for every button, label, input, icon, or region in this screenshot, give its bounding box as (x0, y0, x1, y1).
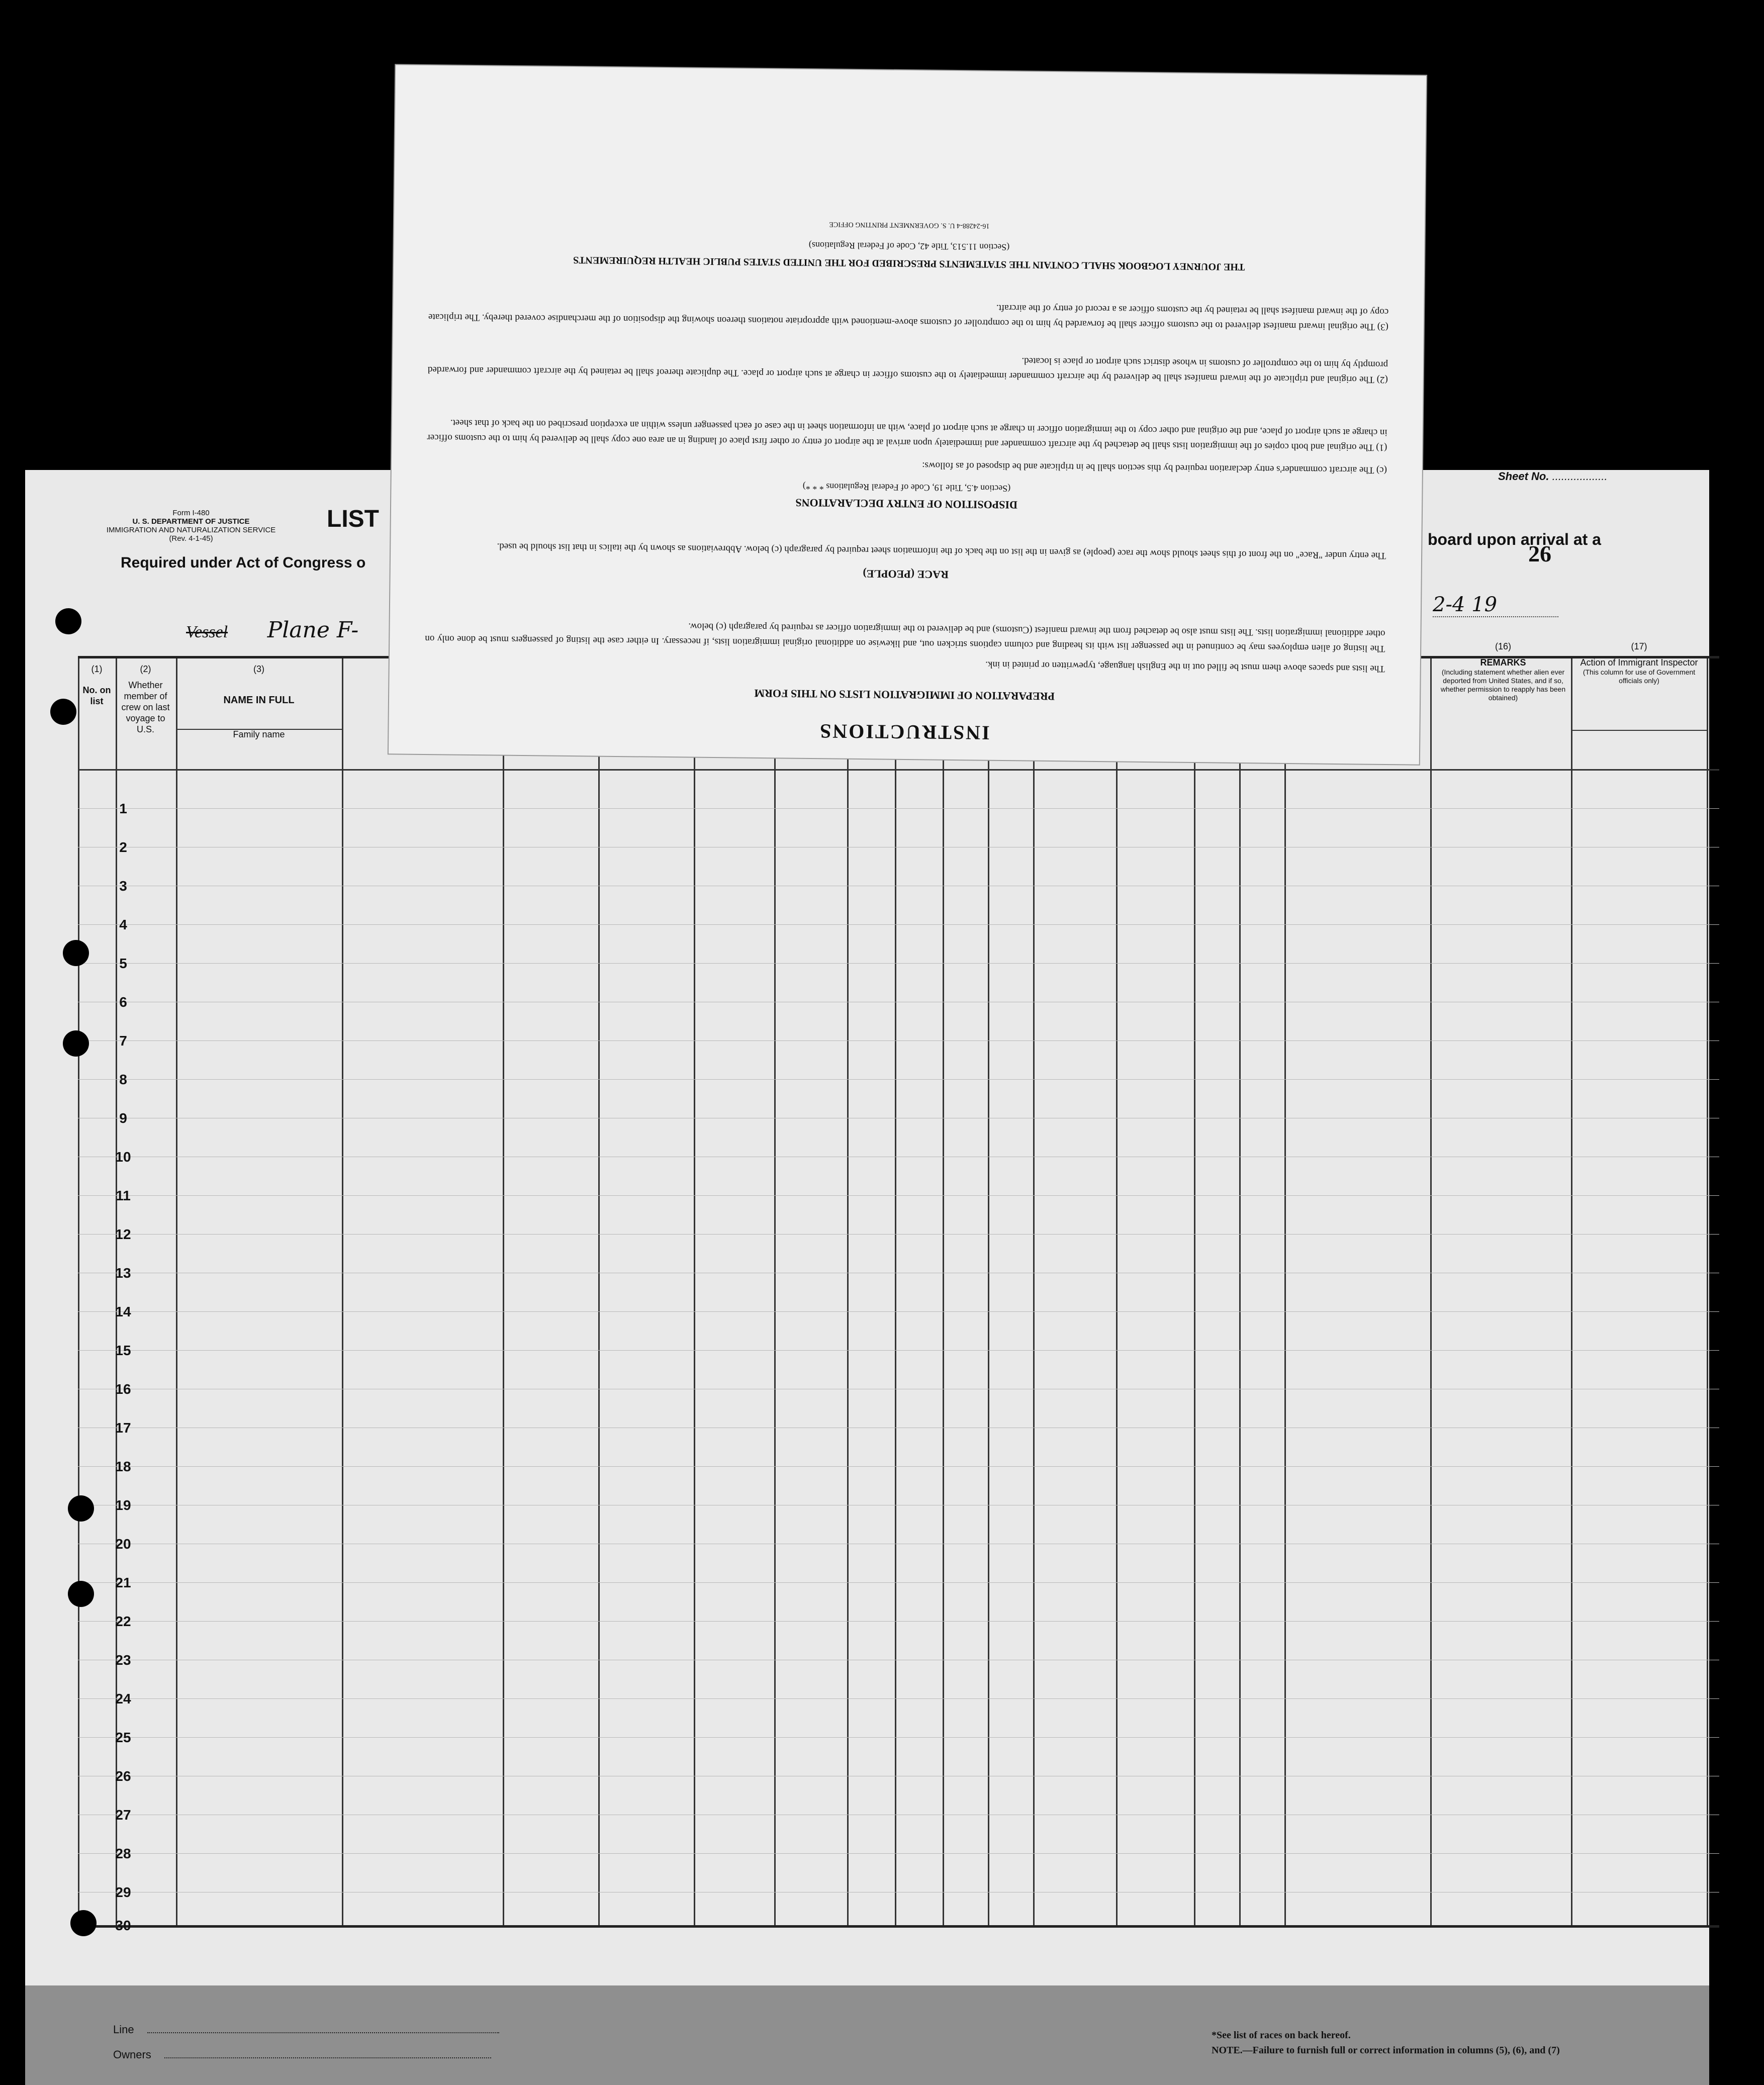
col16-header (1433, 641, 1573, 702)
row-rule (78, 1350, 1719, 1351)
line-dots (147, 2032, 499, 2033)
binder-hole (70, 1910, 97, 1936)
binder-hole (63, 1030, 89, 1057)
row-rule (78, 924, 1719, 925)
row-rule (78, 1466, 1719, 1467)
row-rule (78, 1311, 1719, 1312)
col-divider (774, 658, 776, 1925)
row-number: 20 (115, 1536, 131, 1552)
col17-label: Action of Immigrant Inspector (1580, 657, 1698, 668)
row-number: 22 (115, 1614, 131, 1629)
row-number: 21 (115, 1575, 131, 1590)
row-number: 15 (115, 1343, 131, 1358)
family-name-header: Family name (233, 729, 285, 739)
col3-header (176, 664, 342, 706)
instruction-paragraph-1: The lists and spaces above them must be filled out in the English language, typewritten or printed in ink. (985, 659, 1385, 674)
row-number: 24 (115, 1691, 131, 1707)
col-divider (78, 658, 79, 1925)
row-number: 30 (115, 1918, 131, 1933)
vessel-field[interactable] (186, 617, 358, 643)
col2-number: (2) (140, 664, 151, 674)
sheet-number-field[interactable] (1498, 470, 1608, 483)
disposition-citation: (Section 4.5, Title 19, Code of Federal Regulations * * *) (802, 481, 1011, 494)
form-title: LIST (327, 506, 379, 532)
col-divider (176, 658, 177, 1925)
row-rule (78, 1737, 1719, 1738)
row-number: 6 (119, 994, 127, 1010)
col17-header (1572, 641, 1706, 685)
col1-header (78, 664, 116, 707)
col-divider (503, 658, 504, 1925)
row-rule (78, 963, 1719, 964)
col1-number: (1) (91, 664, 103, 674)
col3-label: NAME IN FULL (223, 695, 295, 706)
col-divider (1284, 658, 1286, 1925)
header-bottom-rule (78, 769, 1719, 771)
col1-label: No. on list (82, 685, 111, 706)
logbook-statement: THE JOURNEY LOGBOOK SHALL CONTAIN THE STATEMENTS PRESCRIBED FOR THE UNITED STATES PUBLIC HEALTH REQUIREMENTS (573, 254, 1245, 273)
date-handwriting: 2-4 19 (1433, 593, 1558, 617)
row-rule (78, 1582, 1719, 1583)
owners-dots (164, 2057, 491, 2058)
binder-hole (68, 1581, 94, 1607)
logbook-citation: (Section 11.513, Title 42, Code of Federal Regulations) (808, 240, 1010, 253)
col-divider (1116, 658, 1118, 1925)
row-rule (78, 1853, 1719, 1854)
binder-hole (68, 1495, 94, 1522)
row-rule (78, 1079, 1719, 1080)
required-under-text: Required under Act of Congress o (121, 554, 366, 571)
row-number: 3 (119, 878, 127, 894)
handwritten-sheet-number: 26 (1528, 541, 1551, 566)
row-rule (78, 1234, 1719, 1235)
col17-note: (This column for use of Government officials only) (1583, 668, 1696, 685)
row-rule (78, 1621, 1719, 1622)
col-divider (1239, 658, 1241, 1925)
row-number: 5 (119, 956, 127, 971)
row-number: 7 (119, 1033, 127, 1049)
binder-hole (63, 940, 89, 966)
row-number: 29 (115, 1884, 131, 1900)
races-note: *See list of races on back hereof. (1212, 2030, 1351, 2041)
form-revision: (Rev. 4-1-45) (169, 534, 213, 543)
row-number: 9 (119, 1110, 127, 1126)
row-rule (78, 1040, 1719, 1041)
row-number: 1 (119, 801, 127, 816)
row-number: 23 (115, 1652, 131, 1668)
vessel-handwriting: Plane F- (267, 617, 359, 643)
line-field[interactable] (113, 2023, 499, 2036)
col17-number: (17) (1631, 641, 1647, 651)
row-number: 11 (116, 1188, 131, 1203)
col-divider (1707, 658, 1708, 1925)
service-name: IMMIGRATION AND NATURALIZATION SERVICE (106, 526, 276, 534)
row-number: 18 (115, 1459, 131, 1474)
instructions-flipped-content (389, 65, 1426, 764)
col-divider (1430, 658, 1432, 1925)
col16-label: REMARKS (1480, 657, 1526, 668)
col-divider (342, 658, 343, 1925)
disposition-title: DISPOSITION OF ENTRY DECLARATIONS (795, 496, 1018, 512)
binder-hole (55, 608, 81, 634)
col2-label: Whether member of crew on last voyage to U.S. (121, 680, 170, 734)
row-number: 13 (115, 1265, 131, 1281)
footer-note: NOTE.—Failure to furnish full or correct information in columns (5), (6), and (7) (1212, 2045, 1560, 2056)
col-divider (988, 658, 989, 1925)
disposition-item-2: (2) The original and triplicate of the inward manifest shall be delivered by the aircraft commander immediately to the customs officer in charge at such airport or place. The duplicate thereof shall be retained by the aircraft commander and forwarded promptly by him to the comptroller of customs in whose district such airport or place is located. (427, 355, 1388, 386)
row-number: 28 (115, 1846, 131, 1861)
row-number: 17 (115, 1420, 131, 1436)
row-number: 27 (115, 1807, 131, 1823)
row-number: 14 (115, 1304, 131, 1319)
preparation-title: PREPARATION OF IMMIGRATION LISTS ON THIS FORM (754, 687, 1055, 703)
row-number: 8 (119, 1072, 127, 1087)
row-rule (78, 1195, 1719, 1196)
row-number: 12 (115, 1226, 131, 1242)
race-paragraph: The entry under "Race" on the front of this sheet should show the race (people) as given in the list on the back of the information sheet required by paragraph (c) below. Abbreviations as shown by the italics in that list should be used. (497, 541, 1386, 561)
printing-office-line: 16-24288-4 U. S. GOVERNMENT PRINTING OFFICE (829, 220, 990, 230)
owners-field[interactable] (113, 2048, 491, 2061)
row-number: 2 (119, 839, 127, 855)
department-name: U. S. DEPARTMENT OF JUSTICE (132, 517, 250, 526)
row-number: 19 (115, 1497, 131, 1513)
vessel-label: Vessel (186, 623, 228, 641)
instruction-paragraph-2: The listing of alien employees may be continued in the passenger list with its heading and column captions stricken out, and likewise on additional original immigration lists, if necessary. In either case the listing of passengers must be done only on other additional immigration lists. The lists must also be detached from the inward manifest (Customs) and be delivered to the immigration officer as required by paragraph (c) below. (425, 621, 1385, 654)
sheet-label: Sheet No. (1498, 470, 1549, 483)
instructions-overlay-sheet (389, 65, 1426, 764)
form-identity-block (101, 509, 282, 543)
col-divider (895, 658, 896, 1925)
row-number: 25 (115, 1730, 131, 1745)
passenger-table (78, 656, 1719, 1928)
col2-header (117, 664, 174, 735)
right-header-text: board upon arrival at a (1428, 530, 1601, 548)
col-divider (694, 658, 695, 1925)
row-number: 16 (115, 1381, 131, 1397)
form-number: Form I-480 (172, 509, 210, 517)
disposition-item-1: (1) The original and both copies of the immigration lists shall be detached by the aircraft commander and immediately upon arrival at the airport of entry or other first place of landing in an area one copy shall be delivered by him to the customs officer in charge at such airport of place, and the original and other copy to the immigration officer in charge at such airport of place, with an information sheet in the case of each passenger unless within an exception prescribed on the back of that sheet. (427, 417, 1387, 453)
col-divider (847, 658, 849, 1925)
disposition-intro: (c) The aircraft commander's entry declaration required by this section shall be in triplicate and be disposed of as follows: (922, 460, 1387, 476)
instructions-heading: INSTRUCTIONS (818, 720, 990, 744)
col-divider (943, 658, 944, 1925)
col-divider (1571, 658, 1572, 1925)
owners-label: Owners (113, 2048, 151, 2061)
col16-number: (16) (1495, 641, 1511, 651)
disposition-item-3: (3) The original inward manifest delivered to the customs officer shall be forwarded by him to the comptroller of customs above-mentioned with appropriate notations thereon showing the disposition of the merchandise covered thereby. The triplicate copy of the inward manifest shall be retained by the customs officer as a record of entry of the aircraft. (428, 302, 1389, 333)
row-number: 10 (115, 1149, 131, 1165)
line-label: Line (113, 2023, 134, 2036)
col-divider (1194, 658, 1195, 1925)
row-rule (78, 1698, 1719, 1699)
form-footer (25, 1985, 1709, 2085)
col-divider (1033, 658, 1035, 1925)
col3-number: (3) (253, 664, 264, 674)
binder-hole (50, 699, 76, 725)
row-number: 4 (119, 917, 127, 932)
row-number: 26 (115, 1768, 131, 1784)
race-title: RACE (PEOPLE) (863, 567, 949, 581)
row-rule (78, 808, 1719, 809)
col-divider (598, 658, 600, 1925)
sheet-dots: .................. (1552, 470, 1608, 483)
inspector-subheader-rule (1571, 730, 1707, 731)
col16-note: (Including statement whether alien ever deported from United States, and if so, whether permission to reapply has been obtained) (1440, 668, 1566, 702)
